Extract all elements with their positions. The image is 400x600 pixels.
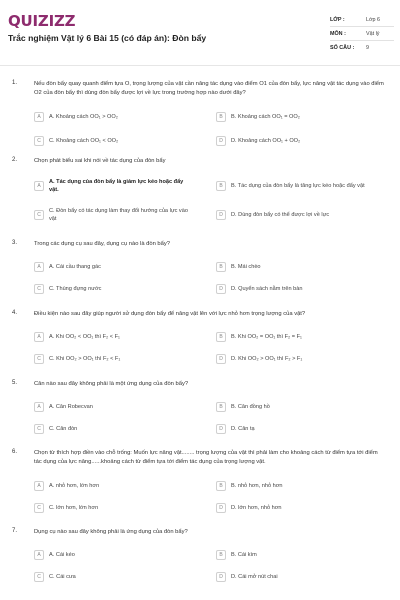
option-text: C. Cân đòn: [49, 426, 78, 432]
option-text: C. Khi OO₂ > OO₁ thì F₂ < F₁: [49, 356, 121, 362]
option-letter: D: [216, 354, 226, 364]
option-text: C. Đòn bẩy có tác dụng làm thay đổi hướng của lực vào vật: [49, 208, 188, 222]
question-number: 5.: [12, 380, 18, 386]
option-text: A. Cân Robecvan: [49, 404, 93, 410]
option-letter: A: [34, 481, 44, 491]
option-letter: B: [216, 181, 226, 191]
option-letter: C: [34, 572, 44, 582]
option-text: D. Khoảng cách OO₁ + OO₂: [231, 138, 301, 144]
option-a[interactable]: [34, 481, 194, 491]
option-b[interactable]: [216, 402, 376, 412]
meta-label: SỐ CÂU :: [330, 45, 355, 51]
option-text: A. nhỏ hơn, lớn hơn: [49, 483, 100, 489]
option-text: C. Cái cưa: [49, 574, 76, 580]
option-letter: A: [34, 402, 44, 412]
option-letter: A: [34, 262, 44, 272]
option-b[interactable]: [216, 181, 391, 191]
option-a[interactable]: [34, 178, 194, 194]
option-b[interactable]: [216, 550, 376, 560]
option-a[interactable]: [34, 332, 194, 342]
option-d[interactable]: [216, 572, 376, 582]
option-text: D. Khi OO₂ > OO₁ thì F₂ > F₁: [231, 356, 303, 362]
option-text: B. Khoảng cách OO₁ = OO₂: [231, 114, 300, 120]
quizizz-logo[interactable]: QUIZIZZ: [8, 12, 76, 30]
meta-label: LỚP :: [330, 16, 345, 23]
meta-value: 9: [366, 45, 369, 51]
option-text: B. Mái chèo: [231, 264, 261, 270]
option-text: A. Cái kéo: [49, 552, 75, 558]
option-d[interactable]: [216, 136, 376, 146]
option-letter: B: [216, 550, 226, 560]
option-text: B. Tác dụng của đòn bẩy là tăng lực kéo hoặc đẩy vật: [231, 183, 365, 189]
meta-value: Lớp 6: [366, 16, 381, 23]
option-letter: A: [34, 332, 44, 342]
question-number: 2.: [12, 157, 18, 163]
question-number: 3.: [12, 240, 18, 246]
option-text: B. Cái kìm: [231, 552, 257, 558]
option-b[interactable]: [216, 262, 376, 272]
meta-value: Vật lý: [366, 30, 380, 37]
option-d[interactable]: [216, 503, 376, 513]
option-letter: B: [216, 402, 226, 412]
question-number: 4.: [12, 310, 18, 316]
question-text: Chọn phát biểu sai khi nói về tác dụng của đòn bẩy: [34, 158, 166, 164]
meta-row-count: [330, 41, 394, 55]
option-text: C. lớn hơn, lớn hơn: [49, 505, 99, 511]
option-text: A. Khoảng cách OO₁ > OO₂: [49, 114, 118, 120]
question-text: Nếu đòn bẩy quay quanh điểm tựa O, trọng lượng của vật cần nâng tác dụng vào điểm O1 của đòn bẩy, lực nâng vật tác dụng vào điểm O2 của đòn bẩy thì dùng đòn bẩy được lợi về lực trong trường hợp nào dưới đây?: [34, 81, 384, 96]
option-letter: B: [216, 112, 226, 122]
option-b[interactable]: [216, 332, 376, 342]
option-text: D. Dùng đòn bẩy có thể được lợi về lực: [231, 212, 330, 218]
question-text: Cân nào sau đây không phải là một ứng dụng của đòn bẩy?: [34, 381, 189, 387]
option-text: D. Cân tạ: [231, 426, 255, 432]
option-text: D. lớn hơn, nhỏ hơn: [231, 505, 282, 511]
option-letter: D: [216, 572, 226, 582]
option-letter: C: [34, 284, 44, 294]
option-letter: A: [34, 112, 44, 122]
option-c[interactable]: [34, 136, 194, 146]
question-text: Chọn từ thích hợp điền vào chỗ trống: Muốn lực nâng vật........ trọng lượng của vật thì phải làm cho khoảng cách từ điểm tựa tới điểm tác dụng của lực nâng......khoảng cách từ điểm tựa tới điểm tác dụng của trọng lượng vật.: [34, 450, 378, 465]
page-title: Trắc nghiệm Vật lý 6 Bài 15 (có đáp án): Đòn bẩy: [8, 33, 207, 43]
question-text: Điều kiện nào sau đây giúp người sử dụng đòn bẩy để nâng vật lên với lực nhỏ hơn trọng lượng của vật?: [34, 311, 306, 317]
option-letter: C: [34, 210, 44, 220]
option-c[interactable]: [34, 572, 194, 582]
option-b[interactable]: [216, 481, 376, 491]
option-d[interactable]: [216, 424, 376, 434]
option-text: B. Cân đồng hồ: [231, 404, 270, 410]
option-letter: D: [216, 503, 226, 513]
option-c[interactable]: [34, 354, 194, 364]
option-a[interactable]: [34, 262, 194, 272]
option-letter: A: [34, 550, 44, 560]
option-c[interactable]: [34, 503, 194, 513]
option-text: D. Quyển sách nằm trên bàn: [231, 286, 303, 292]
option-d[interactable]: [216, 354, 376, 364]
option-letter: D: [216, 424, 226, 434]
option-d[interactable]: [216, 284, 376, 294]
option-b[interactable]: [216, 112, 376, 122]
option-letter: D: [216, 284, 226, 294]
meta-label: MÔN :: [330, 30, 346, 37]
page-header: [0, 0, 400, 66]
meta-table: [330, 13, 394, 55]
option-c[interactable]: [34, 284, 194, 294]
option-text: C. Khoảng cách OO₁ < OO₂: [49, 138, 119, 144]
option-letter: A: [34, 181, 44, 191]
option-text: A. Tác dụng của đòn bẩy là giảm lực kéo hoặc đẩy vật.: [49, 179, 184, 193]
option-letter: C: [34, 424, 44, 434]
option-letter: B: [216, 332, 226, 342]
option-letter: D: [216, 136, 226, 146]
meta-row-class: [330, 13, 394, 27]
option-c[interactable]: [34, 207, 194, 223]
option-a[interactable]: [34, 550, 194, 560]
option-a[interactable]: [34, 402, 194, 412]
option-letter: D: [216, 210, 226, 220]
option-text: B. Khi OO₂ = OO₁ thì F₂ = F₁: [231, 334, 302, 340]
option-text: C. Thùng đựng nước: [49, 286, 102, 292]
option-a[interactable]: [34, 112, 194, 122]
question-text: Dụng cụ nào sau đây không phải là ứng dụng của đòn bẩy?: [34, 529, 188, 535]
meta-row-subject: [330, 27, 394, 41]
option-letter: C: [34, 136, 44, 146]
option-letter: B: [216, 481, 226, 491]
question-text: Trong các dụng cụ sau đây, dụng cụ nào là đòn bẩy?: [34, 241, 171, 247]
option-c[interactable]: [34, 424, 194, 434]
question-number: 7.: [12, 528, 18, 534]
option-letter: B: [216, 262, 226, 272]
option-text: A. Khi OO₂ < OO₁ thì F₂ < F₁: [49, 334, 120, 340]
question-number: 1.: [12, 80, 18, 86]
question-number: 6.: [12, 449, 18, 455]
option-d[interactable]: [216, 210, 376, 220]
option-letter: C: [34, 503, 44, 513]
option-text: D. Cái mở nút chai: [231, 574, 278, 580]
option-text: A. Cái cầu thang gác: [49, 264, 101, 270]
option-text: B. nhỏ hơn, nhỏ hơn: [231, 483, 283, 489]
option-letter: C: [34, 354, 44, 364]
